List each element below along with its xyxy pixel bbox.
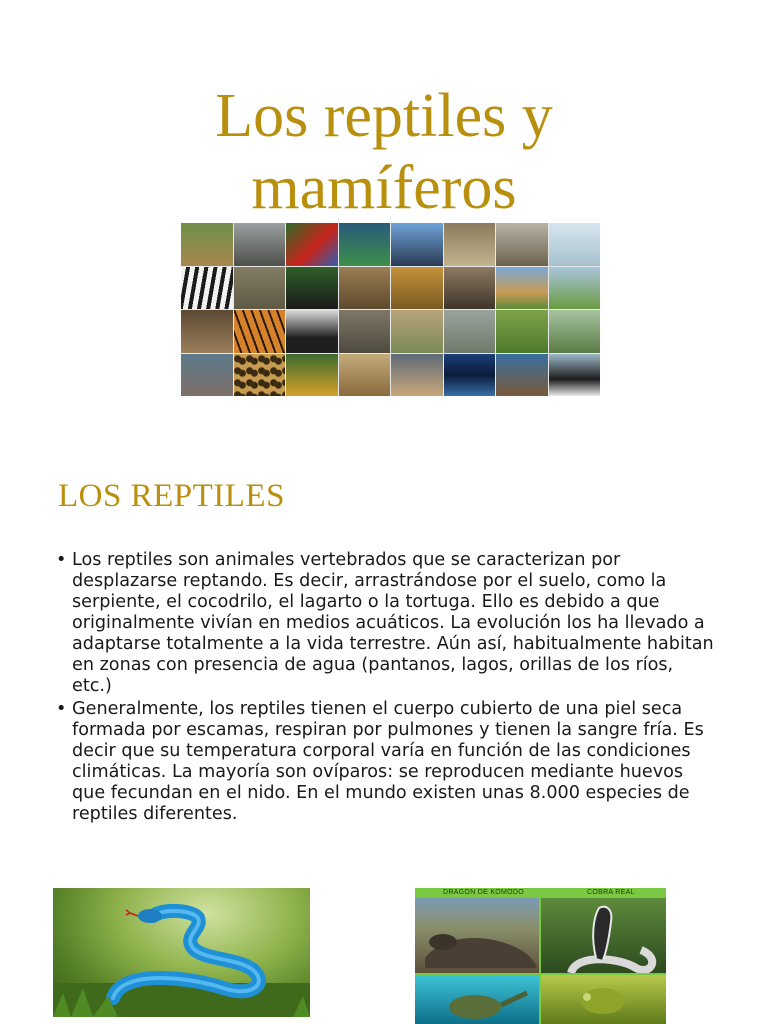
komodo-illustration [415, 898, 539, 973]
bullet-symbol: • [56, 550, 67, 570]
collage-tile-kangaroo [391, 310, 443, 353]
sea-turtle-photo [415, 975, 539, 1024]
collage-tile-bison [444, 267, 496, 310]
collage-tile-monkey [181, 310, 233, 353]
collage-tile-tree [549, 310, 601, 353]
collage-tile-gorilla [286, 267, 338, 310]
collage-tile-orca [444, 354, 496, 397]
chameleon-photo [541, 975, 666, 1024]
collage-tile-rhino [444, 310, 496, 353]
title-line-2: mamíferos [251, 154, 517, 222]
collage-tile-gazelle [339, 354, 391, 397]
collage-tile-frog [339, 223, 391, 266]
collage-tile-giraffe [496, 267, 548, 310]
collage-tile-boar [339, 310, 391, 353]
collage-tile-otter [496, 354, 548, 397]
bullet-list [56, 550, 716, 827]
slide-title [0, 80, 768, 224]
collage-tile-hippo [181, 354, 233, 397]
king-cobra-photo [541, 898, 666, 973]
collage-tile-grass [496, 310, 548, 353]
chameleon-illustration [541, 975, 666, 1024]
turtle-illustration [415, 975, 539, 1024]
blue-snake-illustration [53, 888, 310, 1017]
label-komodo: DRAGÓN DE KOMODO [443, 889, 525, 896]
collage-tile-parrot [286, 223, 338, 266]
bullet-text: Los reptiles son animales vertebrados que se caracterizan por desplazarse reptando. Es decir, arrastrándose por el suelo, como la serpiente, el cocodrilo, el lagarto o la tortuga. Ello es debido a que originalmente vivían en medios acuáticos. La evolución los ha llevado a adaptarse totalmente a la vida terrestre. Aún así, habitualmente habitan en zonas con presencia de agua (pantanos, lagos, orillas de los ríos, etc.) [72, 550, 714, 696]
collage-tile-rodent [496, 223, 548, 266]
cobra-illustration [541, 898, 666, 973]
collage-tile-lion [391, 267, 443, 310]
bullet-symbol: • [56, 699, 67, 719]
blue-snake-photo [53, 888, 310, 1017]
collage-tile-wolf [391, 354, 443, 397]
collage-tile-deer [181, 223, 233, 266]
komodo-dragon-photo [415, 898, 539, 973]
collage-tile-tiger [234, 310, 286, 353]
section-title: LOS REPTILES [58, 478, 285, 514]
collage-tile-penguin [549, 354, 601, 397]
collage-tile-elephant [234, 223, 286, 266]
title-line-1: Los reptiles y [215, 82, 553, 150]
collage-tile-bear [286, 310, 338, 353]
collage-tile-field [549, 267, 601, 310]
collage-tile-snake [234, 267, 286, 310]
label-cobra: COBRA REAL [587, 889, 635, 896]
collage-tile-owl [444, 223, 496, 266]
collage-tile-bird [286, 354, 338, 397]
bullet-item [56, 550, 716, 697]
collage-tile-sky [549, 223, 601, 266]
reptile-photo-grid [415, 888, 666, 1024]
collage-tile-leopard [234, 354, 286, 397]
bullet-text: Generalmente, los reptiles tienen el cuerpo cubierto de una piel seca formada por escamas, respiran por pulmones y tienen la sangre fría. Es decir que su temperatura corporal varía en función de las condiciones climáticas. La mayoría son ovíparos: se reproducen mediante huevos que fecundan en el nido. En el mundo existen unas 8.000 especies de reptiles diferentes. [72, 699, 704, 824]
collage-tile-antelope [339, 267, 391, 310]
collage-tile-eagle [391, 223, 443, 266]
bullet-item [56, 699, 716, 825]
animal-collage-image [181, 223, 600, 396]
collage-tile-zebra [181, 267, 233, 310]
